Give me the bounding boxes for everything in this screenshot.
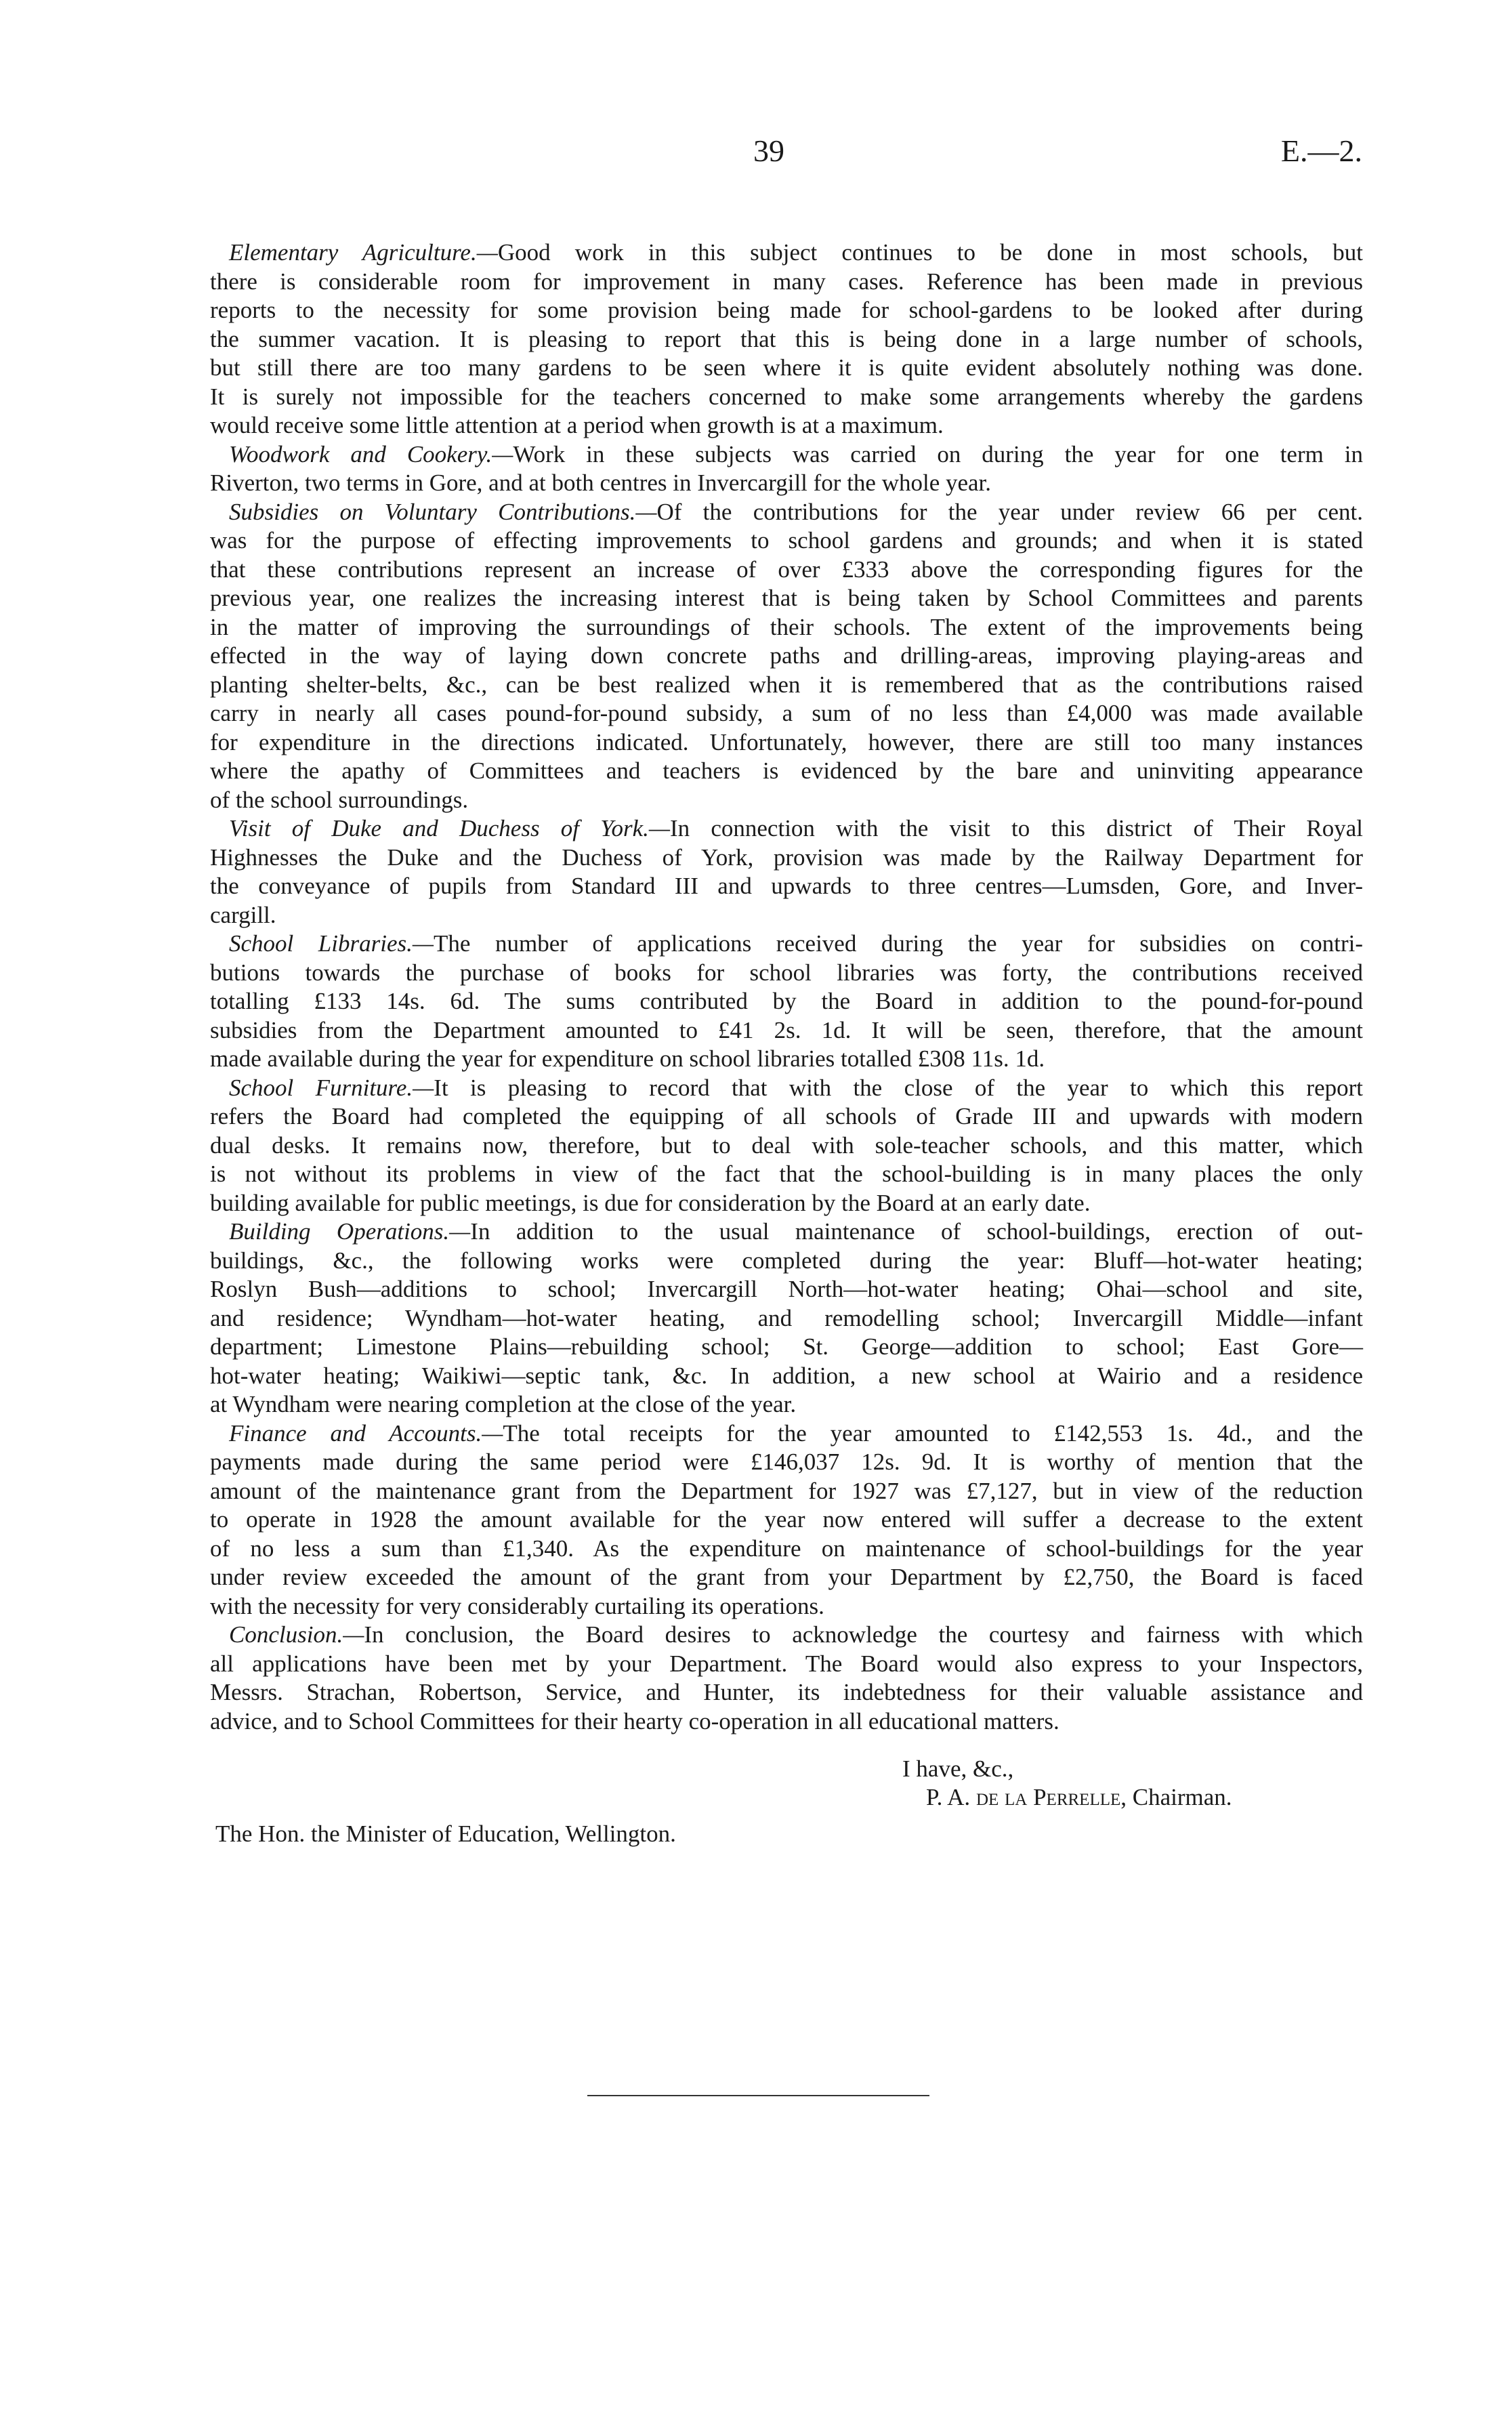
text-line — [210, 1160, 1363, 1189]
line-text: Highnesses the Duke and the Duchess of York, provision was made by the Railway Department for — [210, 844, 1363, 871]
paragraph — [210, 1074, 1363, 1218]
line-text: Good work in this subject continues to be done in most schools, but — [497, 239, 1363, 266]
text-line — [210, 1247, 1363, 1276]
signatory-initials: P. A. — [926, 1784, 971, 1810]
line-text: reports to the necessity for some provision being made for school-gardens to be looked after during — [210, 297, 1363, 323]
document-reference: E.—2. — [1280, 133, 1362, 168]
line-text: payments made during the same period were £146,037 12s. 9d. It is worthy of mention that the — [210, 1449, 1363, 1475]
section-heading: School Libraries.— — [229, 930, 434, 957]
line-text: amount of the maintenance grant from the Department for 1927 was £7,127, but in view of the reduction — [210, 1477, 1363, 1504]
paragraph — [210, 1419, 1363, 1621]
text-line — [210, 1102, 1363, 1131]
line-text: the summer vacation. It is pleasing to report that this is being done in a large number of schools, — [210, 325, 1363, 352]
line-text: of no less a sum than £1,340. As the expenditure on maintenance of school-buildings for the year — [210, 1535, 1363, 1562]
line-text: The total receipts for the year amounted to £142,553 1s. 4d., and the — [503, 1419, 1363, 1447]
line-text: carry in nearly all cases pound-for-pound subsidy, a sum of no less than £4,000 was made available — [210, 700, 1363, 726]
line-text: where the apathy of Committees and teachers is evidenced by the bare and uninviting appearance — [210, 757, 1363, 784]
line-text: and residence; Wyndham—hot-water heating, and remodelling school; Invercargill Middle—infant — [210, 1304, 1363, 1331]
text-line — [210, 786, 1363, 815]
report-body — [210, 238, 1363, 1736]
line-text: effected in the way of laying down concrete paths and drilling-areas, improving playing-areas and — [210, 642, 1363, 669]
line-text: building available for public meetings, is due for consideration by the Board at an early date. — [210, 1189, 1091, 1216]
line-text: under review exceeded the amount of the grant from your Department by £2,750, the Board is faced — [210, 1564, 1363, 1590]
text-line — [210, 1592, 1363, 1621]
line-text: The number of applications received during the year for subsidies on contri- — [434, 930, 1363, 957]
text-line — [210, 498, 1363, 527]
line-text: for expenditure in the directions indicated. Unfortunately, however, there are still too many instances — [210, 728, 1363, 755]
text-line — [210, 1563, 1363, 1592]
text-line — [210, 1189, 1363, 1218]
text-line — [210, 901, 1363, 930]
text-line — [210, 1131, 1363, 1161]
line-text: refers the Board had completed the equipping of all schools of Grade III and upwards with modern — [210, 1103, 1363, 1129]
line-text: butions towards the purchase of books for school libraries was forty, the contributions received — [210, 959, 1363, 986]
paragraph — [210, 440, 1363, 498]
paragraph — [210, 930, 1363, 1074]
line-text: hot-water heating; Waikiwi—septic tank, &c. In addition, a new school at Wairio and a residence — [210, 1362, 1363, 1389]
text-line — [210, 1016, 1363, 1045]
section-heading: Conclusion.— — [229, 1621, 364, 1648]
text-line — [210, 1535, 1363, 1564]
line-text: that these contributions represent an increase of over £333 above the corresponding figures for the — [210, 556, 1363, 583]
end-rule — [587, 2095, 929, 2096]
text-line — [210, 1448, 1363, 1477]
line-text: In connection with the visit to this district of Their Royal — [670, 815, 1364, 841]
text-line — [210, 1621, 1363, 1650]
text-line — [210, 872, 1363, 901]
line-text: at Wyndham were nearing completion at the close of the year. — [210, 1391, 797, 1417]
text-line — [210, 959, 1363, 988]
line-text: cargill. — [210, 901, 276, 928]
text-line — [210, 1505, 1363, 1535]
text-line — [210, 383, 1363, 412]
text-line — [210, 1707, 1363, 1737]
line-text: Messrs. Strachan, Robertson, Service, and Hunter, its indebtedness for their valuable assistance and — [210, 1679, 1363, 1705]
text-line — [210, 526, 1363, 556]
signature-line — [926, 1783, 1232, 1812]
text-line — [210, 584, 1363, 613]
line-text: to operate in 1928 the amount available for the year now entered will suffer a decrease to the extent — [210, 1506, 1363, 1533]
line-text: would receive some little attention at a period when growth is at a maximum. — [210, 412, 944, 438]
text-line — [210, 1045, 1363, 1074]
section-heading: Visit of Duke and Duchess of York.— — [229, 815, 670, 841]
line-text: subsidies from the Department amounted to £41 2s. 1d. It will be seen, therefore, that the amount — [210, 1016, 1363, 1043]
text-line — [210, 1390, 1363, 1419]
text-line — [210, 1650, 1363, 1679]
text-line — [210, 987, 1363, 1016]
text-line — [210, 1477, 1363, 1506]
text-line — [210, 1275, 1363, 1304]
line-text: Roslyn Bush—additions to school; Invercargill North—hot-water heating; Ohai—school and site, — [210, 1276, 1363, 1302]
text-line — [210, 1362, 1363, 1391]
signatory-name: de la Perrelle — [975, 1784, 1121, 1810]
line-text: previous year, one realizes the increasing interest that is being taken by School Committees and parents — [210, 585, 1363, 611]
paragraph — [210, 498, 1363, 815]
section-heading: Subsidies on Voluntary Contributions.— — [229, 498, 657, 525]
text-line — [210, 296, 1363, 325]
paragraph — [210, 814, 1363, 930]
text-line — [210, 354, 1363, 383]
text-line — [210, 728, 1363, 757]
text-line — [210, 238, 1363, 268]
salutation: I have, &c., — [902, 1755, 1014, 1782]
line-text: It is pleasing to record that with the close of the year to which this report — [434, 1074, 1363, 1101]
text-line — [210, 556, 1363, 585]
line-text: in the matter of improving the surroundings of their schools. The extent of the improvements being — [210, 613, 1363, 640]
line-text: but still there are too many gardens to be seen where it is quite evident absolutely nothing was done. — [210, 354, 1363, 381]
section-heading: Building Operations.— — [229, 1218, 471, 1245]
line-text: planting shelter-belts, &c., can be best realized when it is remembered that as the contributions raised — [210, 671, 1363, 698]
line-text: was for the purpose of effecting improvements to school gardens and grounds; and when it is stated — [210, 527, 1363, 554]
line-text: the conveyance of pupils from Standard III and upwards to three centres—Lumsden, Gore, and Inver- — [210, 873, 1363, 899]
text-line — [210, 469, 1363, 498]
text-line — [210, 1304, 1363, 1333]
text-line — [210, 1678, 1363, 1707]
line-text: department; Limestone Plains—rebuilding school; St. George—addition to school; East Gore— — [210, 1333, 1363, 1360]
line-text: of the school surroundings. — [210, 786, 469, 813]
text-line — [210, 325, 1363, 354]
line-text: there is considerable room for improvement in many cases. Reference has been made in previous — [210, 268, 1363, 295]
paragraph — [210, 1621, 1363, 1736]
text-line — [210, 440, 1363, 470]
line-text: buildings, &c., the following works were completed during the year: Bluff—hot-water heating; — [210, 1247, 1363, 1274]
addressee: The Hon. the Minister of Education, Wellington. — [215, 1821, 676, 1847]
text-line — [210, 1074, 1363, 1103]
section-heading: Finance and Accounts.— — [229, 1419, 503, 1447]
line-text: dual desks. It remains now, therefore, but to deal with sole-teacher schools, and this matter, which — [210, 1131, 1363, 1159]
section-heading: School Furniture.— — [229, 1074, 434, 1101]
text-line — [210, 671, 1363, 700]
text-line — [210, 844, 1363, 873]
text-line — [210, 699, 1363, 728]
line-text: all applications have been met by your Department. The Board would also express to your Inspectors, — [210, 1650, 1363, 1677]
line-text: advice, and to School Committees for their hearty co-operation in all educational matters. — [210, 1707, 1059, 1734]
text-line — [210, 814, 1363, 844]
section-heading: Elementary Agriculture.— — [229, 239, 498, 266]
line-text: In conclusion, the Board desires to acknowledge the courtesy and fairness with which — [364, 1621, 1363, 1648]
text-line — [210, 1218, 1363, 1247]
text-line — [210, 757, 1363, 786]
paragraph — [210, 238, 1363, 440]
line-text: with the necessity for very considerably curtailing its operations. — [210, 1592, 824, 1619]
line-text: Of the contributions for the year under review 66 per cent. — [656, 498, 1363, 525]
text-line — [210, 268, 1363, 297]
paragraph — [210, 1218, 1363, 1419]
line-text: made available during the year for expenditure on school libraries totalled £308 11s. 1d. — [210, 1045, 1045, 1072]
line-text: is not without its problems in view of the fact that the school-building is in many places the only — [210, 1161, 1363, 1187]
line-text: Work in these subjects was carried on during the year for one term in — [513, 440, 1363, 467]
page-number: 39 — [753, 133, 784, 168]
text-line — [210, 930, 1363, 959]
text-line — [210, 1419, 1363, 1449]
signatory-title: , Chairman. — [1120, 1784, 1232, 1810]
line-text: In addition to the usual maintenance of school-buildings, erection of out- — [470, 1218, 1363, 1245]
text-line — [210, 1333, 1363, 1362]
line-text: It is surely not impossible for the teachers concerned to make some arrangements whereby the gardens — [210, 383, 1363, 410]
line-text: totalling £133 14s. 6d. The sums contributed by the Board in addition to the pound-for-pound — [210, 988, 1363, 1014]
text-line — [210, 411, 1363, 440]
section-heading: Woodwork and Cookery.— — [229, 440, 513, 467]
line-text: Riverton, two terms in Gore, and at both centres in Invercargill for the whole year. — [210, 470, 992, 496]
text-line — [210, 642, 1363, 671]
text-line — [210, 613, 1363, 642]
